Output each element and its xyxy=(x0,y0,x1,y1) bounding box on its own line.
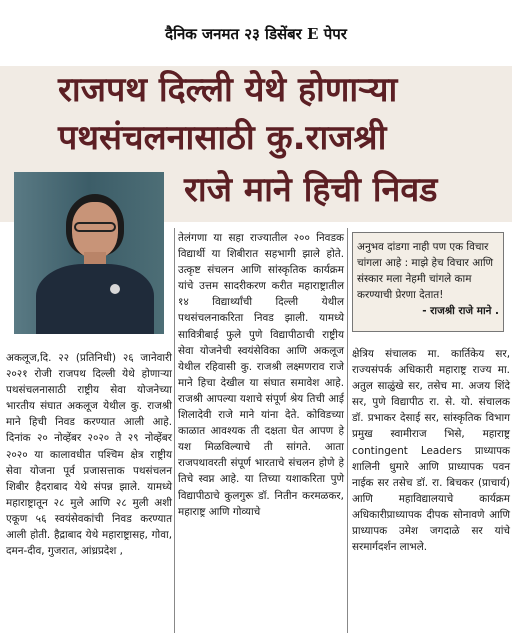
masthead: दैनिक जनमत २३ डिसेंबर E पेपर xyxy=(165,25,347,43)
column-rule-1 xyxy=(174,228,175,633)
article-column-1 xyxy=(6,350,172,559)
headline-line-2: पथसंचलनासाठी कु.राजश्री xyxy=(58,118,387,158)
article-text-3: क्षेत्रिय संचालक मा. कार्तिकेय सर, राज्यसंपर्क अधिकारी महाराष्ट्र राज्य मा. अतुल साळुंखे सर, तसेच मा. अजय शिंदे सर, पुणे विद्यापीठ रा. से. यो. संचालक डॉ. प्रभाकर देसाई सर, सांस्कृतिक विभाग प्रमुख स्वामीराज भिसे, महाराष्ट्र contingent Leaders प्राध्यापक शालिनी धुमारे आणि प्राध्यापक पवन नाईक सर तसेच डॉ. रा. बिचकर (प्राचार्य) आणि महाविद्यालयाचे कार्यक्रम अधिकारीप्राध्यापक दीपक सोनावणे आणि प्राध्यापक उमेश जगदाळे सर यांचे सरमार्गदर्शन लाभले. xyxy=(352,348,510,554)
article-text-1: अकलूज,दि. २२ (प्रतिनिधी) २६ जानेवारी २०२१ रोजी राजपथ दिल्ली येथे होणाऱ्या पथसंचलनासाठी राष्ट्रीय सेवा योजनेच्या भारतीय संघात अकलूज येथील कु. राजश्री माने हिची निवड करण्यात आली आहे. दिनांक २० नोव्हेंबर २०२० ते २९ नोव्हेंबर २०२० या कालावधीत पश्चिम क्षेत्र राष्ट्रीय सेवा योजना पूर्व प्रजासत्ताक पथसंचलन शिबीर हैदराबाद येथे संपन्न झाले. यामध्ये महाराष्ट्रातून २८ मुले आणि २८ मुली अशी एकूण ५६ स्वयंसेवकांची निवड करण्यात आली होती. हैद्राबाद येथे महाराष्ट्रासह, गोवा, दमन-दीव, गुजरात, आंध्रप्रदेश , xyxy=(6,352,172,558)
quote-box xyxy=(352,232,504,332)
article-text-2: तेलंगणा या सहा राज्यातील २०० निवडक विद्यार्थी या शिबीरात सहभागी झाले होते. उत्कृष्ट संचलन आणि सांस्कृतिक कार्यक्रम यांचे उत्तम सादरीकरण करीत महाराष्ट्रातील १४ विद्यार्थ्यांची दिल्ली येथील पथसंचलनाकरिता निवड झाली. यामध्ये सावित्रीबाई फुले पुणे विद्यापीठाची राष्ट्रीय सेवा योजनेची स्वयंसेविका आणि अकलूज येथील रहिवासी कु. राजश्री लक्ष्मणराव राजे माने हिचा देखील या संघात समावेश आहे. राजश्री आपल्या यशाचे संपूर्ण श्रेय तिची आई शिलादेवी राजे माने यांना देते. कोविडच्या काळात आवश्यक ती दक्षता घेत आपण हे यश मिळविल्याचे ती सांगते. आता राजपथावरती संपूर्ण भारताचे संचलन होणे हे तिचे स्वप्न आहे. या तिच्या यशाकरिता पुणे विद्यापीठाचे कुलगुरू डॉ. नितीन करमळकर, महाराष्ट्र आणि गोव्याचे xyxy=(178,232,344,518)
quote-text: अनुभव दांडगा नाही पण एक विचार चांगला आहे : माझे हेच विचार आणि संस्कार मला नेहमी चांगले काम करण्याची प्रेरणा देतात! xyxy=(357,241,494,301)
article-column-3 xyxy=(352,346,510,555)
column-rule-2 xyxy=(347,228,348,633)
student-portrait-icon xyxy=(14,172,164,334)
article-column-2 xyxy=(178,230,344,520)
headline-line-1: राजपथ दिल्ली येथे होणाऱ्या xyxy=(58,70,398,110)
quote-author: - राजश्री राजे माने . xyxy=(422,305,499,317)
headline-line-3: राजे माने हिची निवड xyxy=(184,170,438,210)
